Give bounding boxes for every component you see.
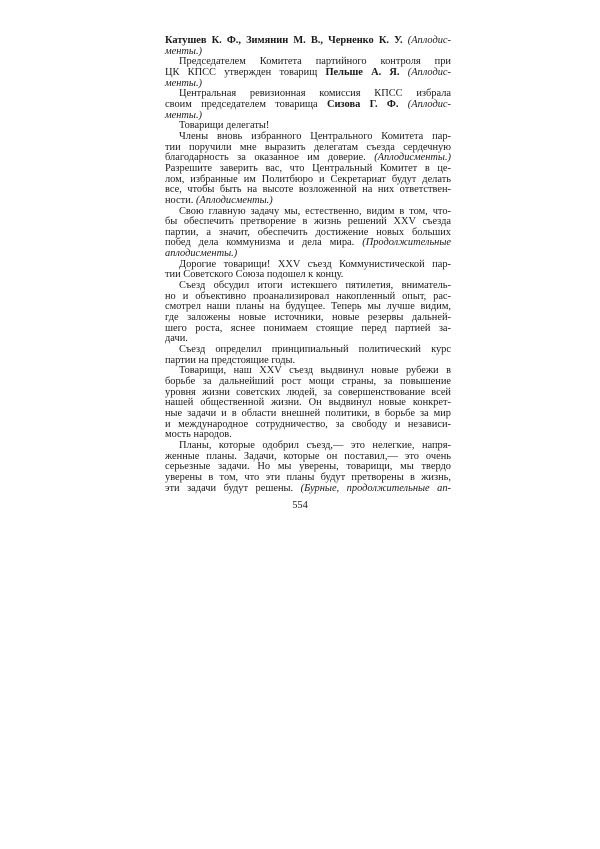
text-segment: лом, избранные им Политбюро и Секретариат будут делать: [165, 173, 451, 185]
text-segment: Свою главную задачу мы, естественно, видим в том, что-: [179, 205, 451, 217]
text-line: [165, 36, 451, 47]
text-segment: тии поручили мне выразить делегатам съезда сердечную: [165, 141, 451, 153]
text-segment: Съезд определил принципиальный политический курс: [179, 344, 451, 356]
bold-name: Сизова Г. Ф.: [326, 98, 408, 110]
bold-name: Катушев К. Ф., Зимянин М. В., Черненко К. У.: [165, 35, 408, 46]
italic-remark: (Аплодисменты.): [374, 152, 451, 164]
text-segment: уровня жизни советских людей, за совершенствование всей: [165, 386, 451, 398]
text-line: [165, 484, 451, 495]
text-segment: уверены в том, что эти планы будут претворены в жизнь,: [165, 471, 451, 483]
text-segment: Съезд обсудил итоги истекшего пятилетия, вниматель-: [179, 280, 451, 292]
page-body-text: [165, 36, 451, 494]
text-line: [165, 324, 451, 335]
text-segment: и международное сотрудничество, за свободу и независи-: [165, 418, 451, 430]
text-segment: Планы, которые одобрил съезд,— это нелегкие, напря-: [179, 439, 451, 451]
page-number: 554: [292, 500, 308, 511]
text-segment: Разрешите заверить вас, что Центральный Комитет в це-: [165, 162, 451, 174]
text-segment: где заложены новые источники, новые резервы дальней-: [165, 312, 451, 324]
italic-remark: менты.): [165, 77, 202, 89]
text-segment: дачи.: [165, 333, 188, 345]
italic-remark: (Аплодисменты.): [195, 194, 273, 206]
italic-remark: менты.): [165, 45, 202, 57]
italic-remark: (Продолжительные: [362, 237, 451, 249]
text-segment: нашей общественной жизни. Он выдвинул новые конкрет-: [165, 397, 451, 409]
text-segment: все, чтобы быть на высоте возложенной на них ответствен-: [165, 184, 451, 196]
italic-remark: (Аплодис-: [407, 66, 451, 78]
text-segment: но и объективно проанализировал накопленный опыт, рас-: [165, 290, 451, 302]
text-segment: шего роста, яснее понимаем стоящие перед партией за-: [165, 322, 451, 334]
text-segment: Товарищи, наш XXV съезд выдвинул новые рубежи в: [179, 365, 451, 377]
italic-remark: (Аплодис-: [407, 98, 452, 110]
text-segment: Товарищи делегаты!: [179, 120, 270, 132]
text-segment: благодарность за оказанное им доверие.: [165, 152, 375, 164]
text-segment: борьбе за дальнейший рост мощи страны, за повышение: [165, 376, 451, 387]
text-segment: ные задачи и в области внешней политики, в борьбе за мир: [165, 407, 451, 419]
italic-remark: (Бурные, продолжительные ап-: [300, 482, 451, 494]
text-segment: партии, а значит, обеспечить достижение новых больших: [165, 226, 451, 238]
text-segment: побед дела коммунизма и дела мира.: [165, 237, 363, 249]
italic-remark: менты.): [165, 109, 202, 121]
text-segment: своим председателем товарища: [165, 98, 327, 110]
text-line: [165, 68, 451, 79]
text-segment: бы обеспечить претворение в жизнь решений XXV съезда: [165, 216, 451, 228]
text-segment: партии на предстоящие годы.: [165, 354, 296, 366]
text-segment: ности.: [165, 194, 196, 206]
text-segment: эти задачи будут решены.: [165, 482, 301, 494]
text-segment: тии Советского Союза подошел к концу.: [165, 269, 344, 281]
italic-remark: аплодисменты.): [165, 248, 238, 260]
text-segment: смотрел наши планы на будущее. Теперь мы лучше видим,: [165, 301, 451, 313]
text-segment: Председателем Комитета партийного контроля при: [179, 56, 451, 68]
text-line: [165, 100, 451, 111]
text-segment: ЦК КПСС утвержден товарищ: [165, 66, 326, 78]
text-segment: Члены вновь избранного Центрального Комитета пар-: [179, 130, 451, 142]
text-segment: Дорогие товарищи! XXV съезд Коммунистической пар-: [179, 258, 451, 270]
bold-name: Пельше А. Я.: [325, 66, 408, 78]
text-segment: мость народов.: [165, 429, 232, 441]
italic-remark: (Аплодис-: [407, 35, 451, 46]
text-segment: женные планы. Задачи, которые он поставил,— это очень: [165, 450, 451, 462]
text-segment: серьезные задачи. Но мы уверены, товарищи, мы твердо: [165, 461, 451, 473]
text-segment: Центральная ревизионная комиссия КПСС избрала: [179, 88, 451, 100]
